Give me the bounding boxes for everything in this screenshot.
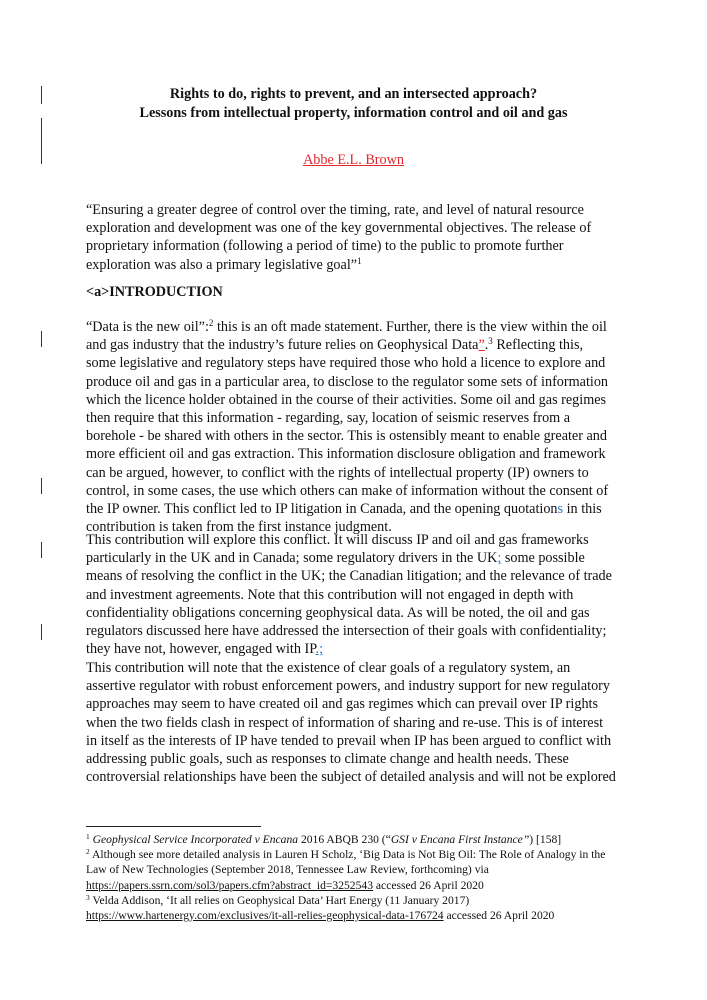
- epigraph: [86, 201, 646, 274]
- paragraph-line: approaches may seem to have created oil and gas regimes which can prevail over IP rights: [86, 696, 599, 713]
- paragraph-line: the IP owner. This conflict led to IP litigation in Canada, and the opening quotations in this: [86, 501, 602, 518]
- paragraph-line: some legislative and regulatory steps have required those who hold a licence to explore and: [86, 355, 606, 372]
- page-title: [0, 85, 707, 123]
- epigraph-line: “Ensuring a greater degree of control over the timing, rate, and level of natural resource: [86, 202, 584, 218]
- paragraph-line: This contribution will note that the existence of clear goals of a regulatory system, an: [86, 660, 571, 676]
- footnote-line: https://papers.ssrn.com/sol3/papers.cfm?abstract_id=3252543 accessed 26 April 2020: [86, 878, 484, 892]
- paragraph-2: [86, 531, 646, 658]
- tracked-insertion: s: [557, 501, 564, 518]
- paragraph-line: they have not, however, engaged with IP.;: [86, 641, 324, 658]
- change-bar: [41, 331, 42, 347]
- footnote-2-link[interactable]: https://papers.ssrn.com/sol3/papers.cfm?abstract_id=3252543: [86, 878, 373, 892]
- paragraph-line: control, in some cases, the use which others can make of information without the consent of: [86, 482, 609, 499]
- paragraph-line: confidentiality obligations concerning geophysical data. As will be noted, the oil and gas: [86, 604, 590, 621]
- footnote-ref-2[interactable]: 2: [208, 318, 214, 328]
- paragraph-3: [86, 659, 646, 786]
- footnote-3: $^3$ Velda Addison, ‘It all relies on Geophysical Data’ Hart Energy (11 January 2017): [86, 892, 470, 907]
- title-line-2: Lessons from intellectual property, information control and oil and gas: [139, 105, 568, 121]
- paragraph-line: assertive regulator with robust enforcement powers, and industry support for new regulatory: [86, 678, 611, 695]
- paragraph-line: can be argued, however, to conflict with the rights of intellectual property (IP) owners to: [86, 464, 589, 481]
- change-bar: [41, 542, 42, 558]
- section-heading: <a>INTRODUCTION: [86, 284, 223, 300]
- footnote-line: https://www.hartenergy.com/exclusives/it-all-relies-geophysical-data-176724 accessed 26 April 2020: [86, 909, 555, 923]
- paragraph-line: regulators discussed here have addressed the intersection of their goals with confidentiality;: [86, 623, 607, 640]
- paragraph-line: produce oil and gas in a particular area, to disclose to the regulator some sets of information: [86, 373, 609, 390]
- tracked-insertion: ”: [478, 337, 485, 354]
- paragraph-line: addressing public goals, such as responses to climate change and health needs. These: [86, 751, 569, 768]
- change-bar: [41, 624, 42, 640]
- paragraph-line: “Data is the new oil”:$^2$ this is an oft made statement. Further, there is the view within the oil: [86, 318, 607, 335]
- tracked-insertion: ;: [497, 550, 502, 567]
- title-line-1: Rights to do, rights to prevent, and an intersected approach?: [169, 86, 538, 102]
- paragraph-line: controversial relationships have been the subject of detailed analysis and will not be explored: [86, 769, 616, 786]
- paragraph-line: which the licence holder obtained in the course of their activities. Some oil and gas regimes: [86, 391, 607, 408]
- paragraph-line: borehole - be shared with others in the sector. This is ostensibly meant to enable greater and: [86, 428, 607, 445]
- author-name[interactable]: Abbe E.L. Brown: [303, 152, 404, 168]
- footnotes: [86, 832, 646, 923]
- paragraph-line: means of resolving the conflict in the UK; the Canadian litigation; and the relevance of trade: [86, 568, 612, 585]
- paragraph-line: then require that this information - regarding, say, location of seismic reserves from a: [86, 410, 571, 427]
- paragraph-line: This contribution will explore this conflict. It will discuss IP and oil and gas frameworks: [86, 532, 589, 548]
- footnote-ref-3[interactable]: 3: [488, 336, 493, 347]
- tracked-insertion: .;: [315, 641, 324, 658]
- footnote-2: $^2$ Although see more detailed analysis in Lauren H Scholz, ‘Big Data is Not Big Oil: The Role of Analogy in the: [86, 847, 606, 862]
- footnote-3-link[interactable]: https://www.hartenergy.com/exclusives/it-all-relies-geophysical-data-176724: [86, 909, 444, 923]
- epigraph-line: exploration was also a primary legislative goal”$^1$: [86, 255, 362, 273]
- paragraph-1: [86, 318, 646, 536]
- footnote-separator: [86, 826, 261, 827]
- paragraph-line: particularly in the UK and in Canada; some regulatory drivers in the UK; some possible: [86, 550, 585, 567]
- paragraph-line: when the two fields clash in respect of information of sharing and re-use. This is of interest: [86, 714, 604, 731]
- paragraph-line: and gas industry that the industry’s future relies on Geophysical Data”.$^3$ Reflecting this,: [86, 336, 584, 354]
- footnote-line: Law of New Technologies (September 2018, Tennessee Law Review, forthcoming) via: [86, 863, 489, 877]
- epigraph-line: exploration and development was one of the key governmental objectives. The release of: [86, 220, 592, 237]
- change-bar: [41, 478, 42, 494]
- author: [0, 151, 707, 170]
- paragraph-line: contribution is taken from the first instance judgment.: [86, 519, 392, 536]
- footnote-ref-1[interactable]: 1: [357, 255, 362, 266]
- paragraph-line: in itself as the interests of IP have tended to prevail when IP has been argued to conflict with: [86, 732, 612, 749]
- paragraph-line: and investment agreements. Note that this contribution will not engaged in depth with: [86, 586, 574, 603]
- paragraph-line: more efficient oil and gas extraction. This information disclosure obligation and framework: [86, 446, 606, 463]
- footnote-1: $^1$ Geophysical Service Incorporated v Encana 2016 ABQB 230 (“GSI v Encana First Instance”) [158]: [86, 832, 562, 846]
- epigraph-line: proprietary information (following a period of time) to the public to promote further: [86, 238, 564, 255]
